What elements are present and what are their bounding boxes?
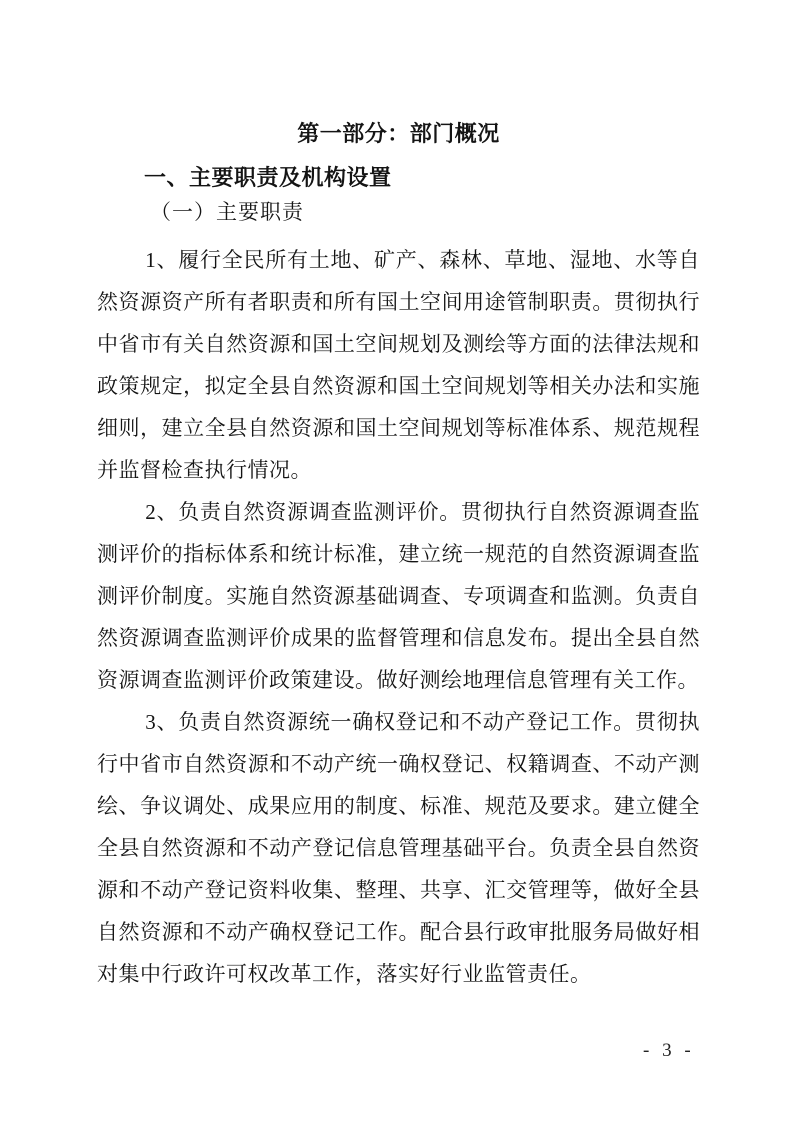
- sub-heading: （一）主要职责: [150, 200, 304, 224]
- document-title: 第一部分：部门概况: [297, 121, 500, 146]
- page-number: - 3 -: [643, 1040, 695, 1061]
- body-paragraph-1: 1、履行全民所有土地、矿产、森林、草地、湿地、水等自然资源资产所有者职责和所有国土空间用途管制职责。贯彻执行中省市有关自然资源和国土空间规划及测绘等方面的法律法规和政策规定，拟定全县自然资源和国土空间规划等相关办法和实施细则，建立全县自然资源和国土空间规划等标准体系、规范规程并监督检查执行情况。: [97, 248, 700, 482]
- body-text: [97, 239, 700, 995]
- body-paragraph-2: 2、负责自然资源调查监测评价。贯彻执行自然资源调查监测评价的指标体系和统计标准，建立统一规范的自然资源调查监测评价制度。实施自然资源基础调查、专项调查和监测。负责自然资源调查监测评价成果的监督管理和信息发布。提出全县自然资源调查监测评价政策建设。做好测绘地理信息管理有关工作。: [97, 500, 700, 692]
- body-paragraph-3: 3、负责自然资源统一确权登记和不动产登记工作。贯彻执行中省市自然资源和不动产统一确权登记、权籍调查、不动产测绘、争议调处、成果应用的制度、标准、规范及要求。建立健全全县自然资源和不动产登记信息管理基础平台。负责全县自然资源和不动产登记资料收集、整理、共享、汇交管理等，做好全县自然资源和不动产确权登记工作。配合县行政审批服务局做好相对集中行政许可权改革工作，落实好行业监管责任。: [97, 710, 700, 986]
- section-heading: 一、主要职责及机构设置: [144, 165, 392, 190]
